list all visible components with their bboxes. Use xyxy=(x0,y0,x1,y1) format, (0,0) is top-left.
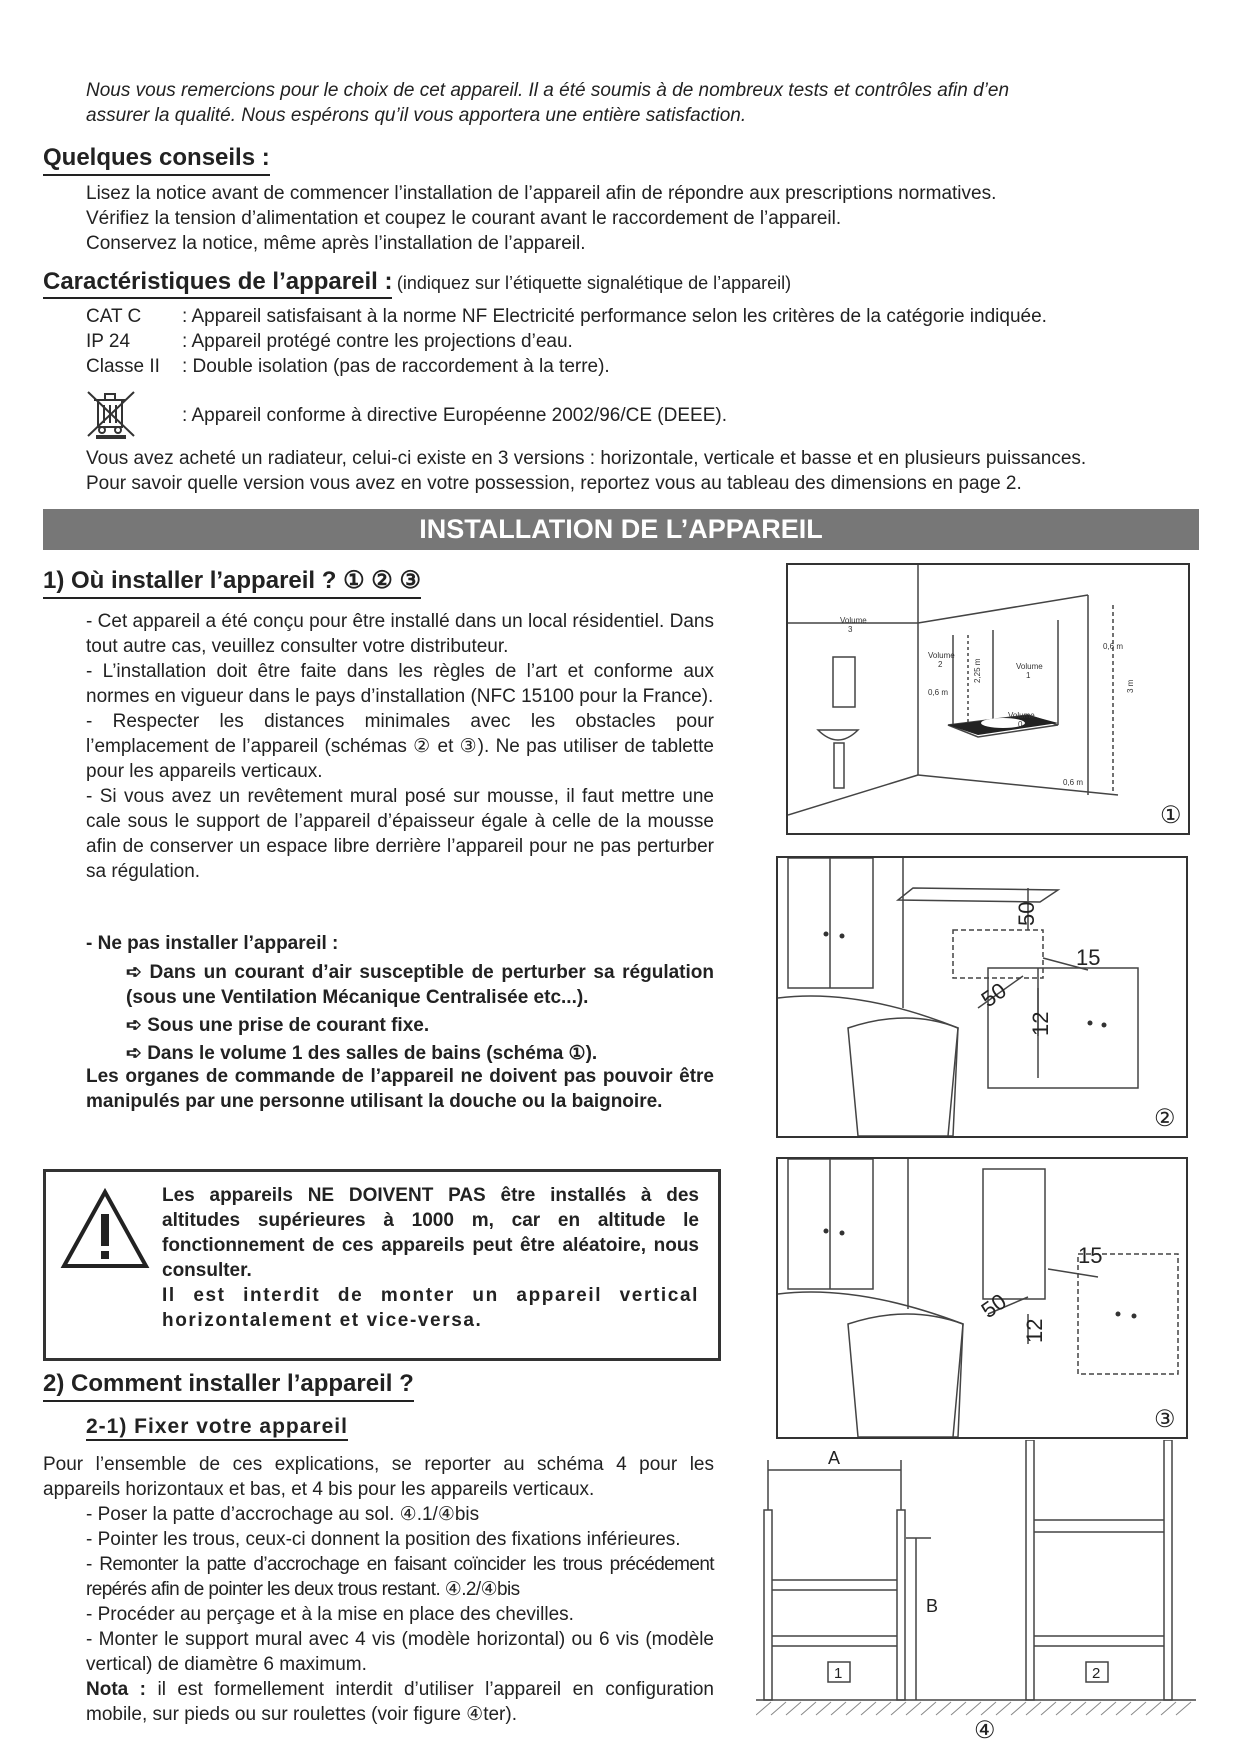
svg-text:50: 50 xyxy=(1014,901,1039,926)
svg-text:0,6 m: 0,6 m xyxy=(1063,778,1084,787)
section2-subtitle: 2-1) Fixer votre appareil xyxy=(86,1415,348,1441)
svg-text:2: 2 xyxy=(938,660,943,669)
figure-3-number: ③ xyxy=(1154,1406,1176,1433)
section2-intro: Pour l’ensemble de ces explications, se reporter au schéma 4 pour les appareils horizontaux et bas, et 4 bis pour les appareils verticaux. xyxy=(43,1454,714,1500)
figure-2-number: ② xyxy=(1154,1105,1176,1132)
list-item: - Pointer les trous, ceux-ci donnent la position des fixations inférieures. xyxy=(86,1529,681,1550)
list-item: - Monter le support mural avec 4 vis (modèle horizontal) ou 6 vis (modèle vertical) de diamètre 6 maximum. xyxy=(86,1629,714,1675)
list-item: ➪ Dans le volume 1 des salles de bains (schéma ①). xyxy=(126,1043,598,1064)
bullet-list xyxy=(126,960,714,1066)
caracteristiques-title: Caractéristiques de l’appareil : xyxy=(43,268,392,299)
organes-text: Les organes de commande de l’appareil ne doivent pas pouvoir être manipulés par une personne utilisant la douche ou la baignoire. xyxy=(86,1066,714,1112)
list-item: ➪ Sous une prise de courant fixe. xyxy=(126,1015,430,1036)
svg-text:2,25 m: 2,25 m xyxy=(973,658,982,683)
svg-text:50: 50 xyxy=(976,1288,1011,1324)
arrow-icon: ➪ xyxy=(126,1043,148,1064)
figure-2-horizontal-clearances xyxy=(776,856,1188,1138)
conseils-title: Quelques conseils : xyxy=(43,144,270,176)
svg-text:Volume: Volume xyxy=(1016,662,1043,671)
installation-banner: INSTALLATION DE L’APPAREIL xyxy=(43,509,1199,550)
warning-altitude: Les appareils NE DOIVENT PAS être installés à des altitudes supérieures à 1000 m, car en altitude le fonctionnement de ces appareils peut être aléatoire, nous consulter. xyxy=(162,1185,699,1281)
svg-text:12: 12 xyxy=(1028,1011,1053,1036)
warning-box xyxy=(43,1169,721,1361)
svg-text:2: 2 xyxy=(1092,1665,1101,1682)
list-item: - Poser la patte d’accrochage au sol. ④.1/④bis xyxy=(86,1504,480,1525)
list-item: - Procéder au perçage et à la mise en place des chevilles. xyxy=(86,1604,574,1625)
conseils-list: Lisez la notice avant de commencer l’installation de l’appareil afin de répondre aux prescriptions normatives. Vérifiez la tension d’alimentation et coupez le courant avant le raccordement de l’appareil. Conservez la notice, même après l’installation de l’appareil. xyxy=(86,183,997,254)
svg-text:3: 3 xyxy=(848,625,853,634)
arrow-icon: ➪ xyxy=(126,962,150,983)
warning-triangle-icon xyxy=(60,1188,150,1270)
spec-row: CAT C : Appareil satisfaisant à la norme NF Electricité performance selon les critères de la catégorie indiquée. xyxy=(86,306,1047,327)
svg-text:0,6 m: 0,6 m xyxy=(928,688,949,697)
svg-text:B: B xyxy=(926,1596,939,1616)
crossed-bin-icon xyxy=(84,388,138,440)
svg-text:Volume: Volume xyxy=(1008,711,1035,720)
figure-1-number: ① xyxy=(1160,802,1182,829)
figure-4-number: ④ xyxy=(974,1717,996,1740)
versions-text: Vous avez acheté un radiateur, celui-ci existe en 3 versions : horizontale, verticale et basse et en plusieurs puissances. Pour savoir quelle version vous avez en votre possession, reportez vous au tableau des dimensions en page 2. xyxy=(86,448,1087,494)
ne-pas-installer: - Ne pas installer l’appareil : xyxy=(86,933,339,954)
section2-title: 2) Comment installer l’appareil ? xyxy=(43,1370,414,1402)
spec-row: IP 24 : Appareil protégé contre les projections d’eau. xyxy=(86,331,573,352)
list-item: ➪ Dans un courant d’air susceptible de perturber sa régulation (sous une Ventilation Mécanique Centralisée etc...). xyxy=(126,962,714,1008)
figure-4-mounting-bracket xyxy=(756,1440,1196,1740)
svg-text:1: 1 xyxy=(834,1665,843,1682)
svg-text:Volume: Volume xyxy=(928,651,955,660)
section1-title: 1) Où installer l’appareil ? ① ② ③ xyxy=(43,566,421,599)
deee-text: : Appareil conforme à directive Européenne 2002/96/CE (DEEE). xyxy=(182,405,727,426)
section1-body: - Cet appareil a été conçu pour être installé dans un local résidentiel. Dans tout autre cas, veuillez consulter votre distributeur. - L’installation doit être faite dans les règles de l’art et conforme aux normes en vigueur dans le pays d’installation (NFC 15100 pour la France). - Respecter les distances minimales avec les obstacles pour l’emplacement de l’appareil (schémas ② et ③). Ne pas utiliser de tablette pour les appareils verticaux. - Si vous avez un revêtement mural posé sur mousse, il faut mettre une cale sous le support de l’appareil d’épaisseur égale à celle de la mousse afin de conserver un espace libre derrière l’appareil pour ne pas perturber sa régulation. xyxy=(86,611,714,882)
caracteristiques-subtitle: (indiquez sur l’étiquette signalétique de l’appareil) xyxy=(396,273,792,293)
svg-text:50: 50 xyxy=(976,977,1011,1013)
spec-row: Classe II : Double isolation (pas de raccordement à la terre). xyxy=(86,356,610,377)
arrow-icon: ➪ xyxy=(126,1015,148,1036)
svg-text:15: 15 xyxy=(1076,945,1101,970)
nota: Nota : il est formellement interdit d’utiliser l’appareil en configuration mobile, sur pieds ou sur roulettes (voir figure ④ter). xyxy=(86,1679,715,1725)
svg-text:3 m: 3 m xyxy=(1126,679,1135,693)
svg-text:12: 12 xyxy=(1022,1318,1047,1343)
figure-1-bathroom-volumes xyxy=(786,563,1190,835)
svg-text:0,6 m: 0,6 m xyxy=(1103,642,1124,651)
figure-3-vertical-clearances xyxy=(776,1157,1188,1439)
warning-orientation: Il est interdit de monter un appareil vertical horizontalement et vice-versa. xyxy=(162,1285,699,1331)
svg-text:0: 0 xyxy=(1018,720,1023,729)
caracteristiques-heading xyxy=(43,268,791,296)
svg-text:A: A xyxy=(828,1448,841,1468)
svg-text:Volume: Volume xyxy=(840,616,867,625)
svg-text:15: 15 xyxy=(1078,1243,1103,1268)
section2-steps xyxy=(86,1502,714,1727)
intro-text: Nous vous remercions pour le choix de cet appareil. Il a été soumis à de nombreux tests et contrôles afin d’en assurer la qualité. Nous espérons qu’il vous apportera une entière satisfaction. xyxy=(86,80,1010,126)
list-item: - Remonter la patte d’accrochage en faisant coïncider les trous précédement repérés afin de pointer les deux trous restant. ④.2/④bis xyxy=(86,1554,714,1600)
svg-text:1: 1 xyxy=(1026,671,1031,680)
